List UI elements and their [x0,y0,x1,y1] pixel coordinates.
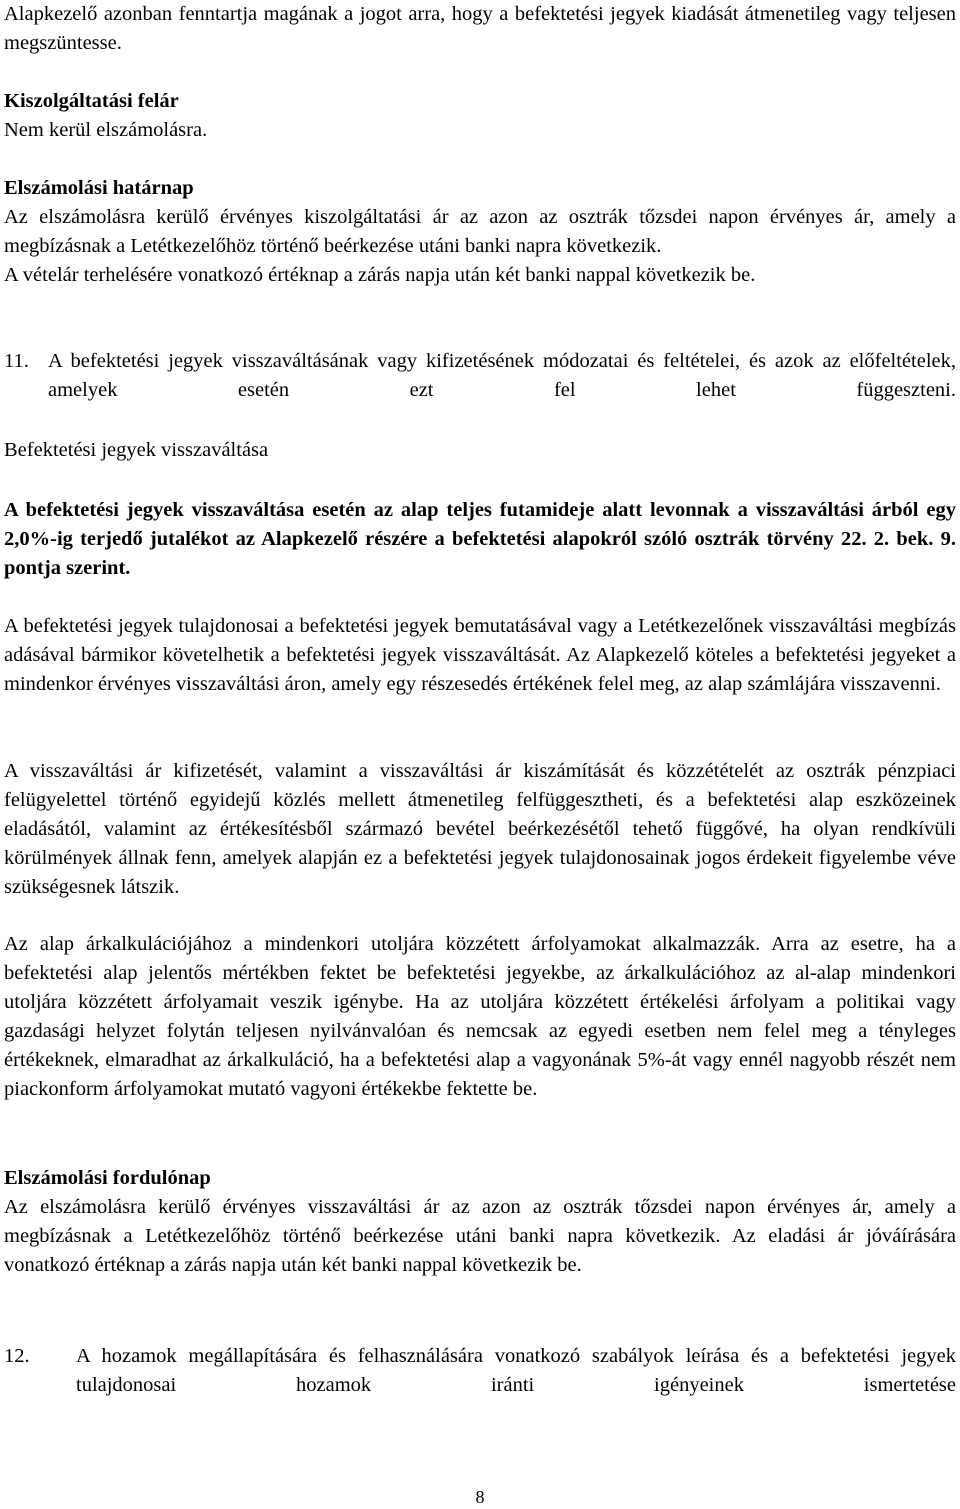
kiszolgaltatasi-felar-text: Nem kerül elszámolásra. [4,119,208,141]
section-11-number: 11. [4,350,29,372]
hatarnap-paragraph-1: Az elszámolásra kerülő érvényes kiszolgáltatási ár az azon az osztrák tőzsdei napon érvényes ár, amely a megbízásnak a Letétkezelőhöz történő beérkezése utáni banki napra következik. [4,206,956,257]
section-12-number: 12. [4,1345,30,1367]
heading-befektetesi-jegyek-visszavaltasa: Befektetési jegyek visszaváltása [4,439,269,461]
section-11-first-line [4,347,956,405]
section-12-line [4,1342,956,1400]
fordulonap-paragraph: Az elszámolásra kerülő érvényes visszaváltási ár az azon az osztrák tőzsdei napon érvényes ár, amely a megbízásnak a Letétkezelőhöz történő beérkezése utáni banki napra következik. Az eladási ár jóváírására vonatkozó értéknap a zárás napja után két banki nappal következik be. [4,1196,956,1276]
heading-kiszolgaltatasi-felar: Kiszolgáltatási felár [4,90,179,112]
heading-elszamolasi-fordulonap: Elszámolási fordulónap [4,1167,211,1189]
hatarnap-paragraph-2: A vételár terhelésére vonatkozó értéknap a zárás napja után két banki nappal következik be. [4,264,756,286]
section-11-heading [4,347,956,405]
tulajdonosai-paragraph: A befektetési jegyek tulajdonosai a befektetési jegyek bemutatásával vagy a Letétkezelőnek visszaváltási megbízás adásával bármikor követelhetik a befektetési jegyek visszaváltását. Az Alapkezelő köteles a befektetési jegyeket a mindenkor érvényes visszaváltási áron, amely egy részesedés értékének felel meg, az alap számlájára visszavenni. [4,615,956,695]
bold-commission-paragraph: A befektetési jegyek visszaváltása esetén az alap teljes futamideje alatt levonnak a visszaváltási árból egy 2,0%-ig terjedő jutalékot az Alapkezelő részére a befektetési alapokról szóló osztrák törvény 22. 2. bek. 9. pontja szerint. [4,499,956,579]
section-11-title: A befektetési jegyek visszaváltásának vagy kifizetésének módozatai és feltételei, és azok az előfeltételek, amelyek esetén ezt fel lehet függeszteni. [48,350,956,401]
section-12-heading [4,1342,956,1400]
page-number: 8 [475,1487,485,1507]
arkalkulacio-paragraph: Az alap árkalkulációjához a mindenkori utoljára közzétett árfolyamokat alkalmazzák. Arra az esetre, ha a befektetési alap jelentős mértékben fektet be befektetési jegyekbe, az árkalkulációhoz az al-alap mindenkori utoljára közzétett árfolyamait veszik igénybe. Ha az utoljára közzétett értékelési árfolyam a politikai vagy gazdasági helyzet folytán teljesen nyilvánvalóan és nemcsak az egyedi esetben nem felel meg a tényleges értékeknek, elmaradhat az árkalkuláció, ha a befektetési alap a vagyonának 5%-át vagy ennél nagyobb részét nem piackonform árfolyamokat mutató vagyoni értékekbe fektette be. [4,933,956,1100]
kifizetes-paragraph: A visszaváltási ár kifizetését, valamint a visszaváltási ár kiszámítását és közzétételét az osztrák pénzpiaci felügyelettel történő egyidejű közlés mellett átmenetileg felfüggesztheti, és a befektetési alap eszközeinek eladásától, valamint az értékesítésből származó bevétel beérkezésétől tehető függővé, ha olyan rendkívüli körülmények állnak fenn, amelyek alapján ez a befektetési jegyek tulajdonosainak jogos érdekeit figyelembe véve szükségesnek látszik. [4,760,956,898]
section-12-title: A hozamok megállapítására és felhasználására vonatkozó szabályok leírása és a befektetési jegyek tulajdonosai hozamok iránti igényeinek ismertetése [76,1345,956,1396]
intro-paragraph: Alapkezelő azonban fenntartja magának a jogot arra, hogy a befektetési jegyek kiadását átmenetileg vagy teljesen megszüntesse. [4,3,956,54]
heading-elszamolasi-hatarnap: Elszámolási határnap [4,177,194,199]
